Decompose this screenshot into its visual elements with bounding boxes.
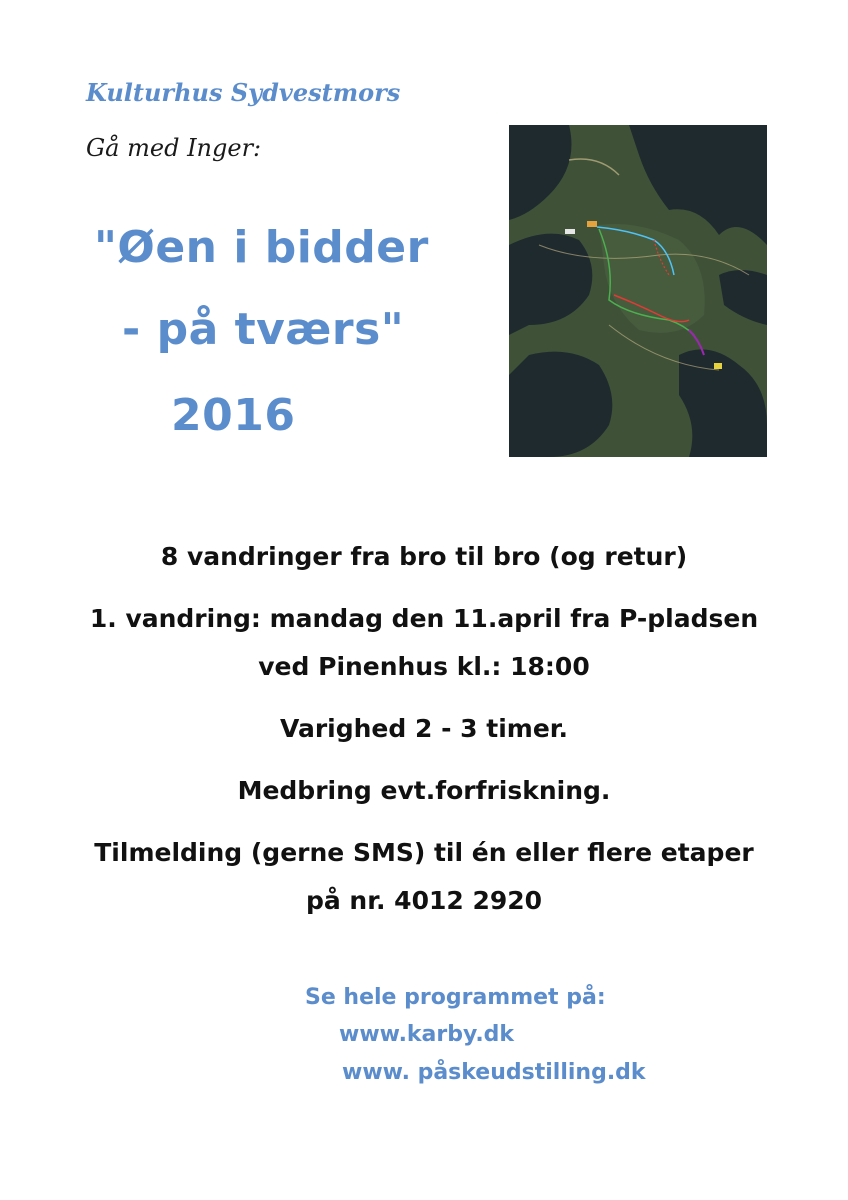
first-walk-date: 1. vandring: mandag den 11.april fra P-pladsen: [89, 604, 759, 633]
headline-year: 2016: [171, 390, 296, 441]
subtitle: Gå med Inger:: [86, 134, 262, 162]
headline-line-1: "Øen i bidder: [94, 222, 429, 273]
headline-line-2: - på tværs": [122, 304, 405, 355]
link-karby[interactable]: www.karby.dk: [339, 1022, 515, 1047]
registration-info: Tilmelding (gerne SMS) til én eller flere etaper: [94, 838, 754, 867]
walks-summary: 8 vandringer fra bro til bro (og retur): [160, 542, 688, 571]
link-paaskeudstilling[interactable]: www. påskeudstilling.dk: [342, 1060, 646, 1085]
duration: Varighed 2 - 3 timer.: [279, 714, 569, 743]
first-walk-location-time: ved Pinenhus kl.: 18:00: [258, 652, 590, 681]
phone-number: på nr. 4012 2920: [305, 886, 543, 915]
map-photo-icon: [509, 125, 767, 457]
bring-refreshments: Medbring evt.forfriskning.: [237, 776, 611, 805]
program-intro: Se hele programmet på:: [305, 985, 606, 1010]
organization-name: Kulturhus Sydvestmors: [86, 78, 401, 107]
